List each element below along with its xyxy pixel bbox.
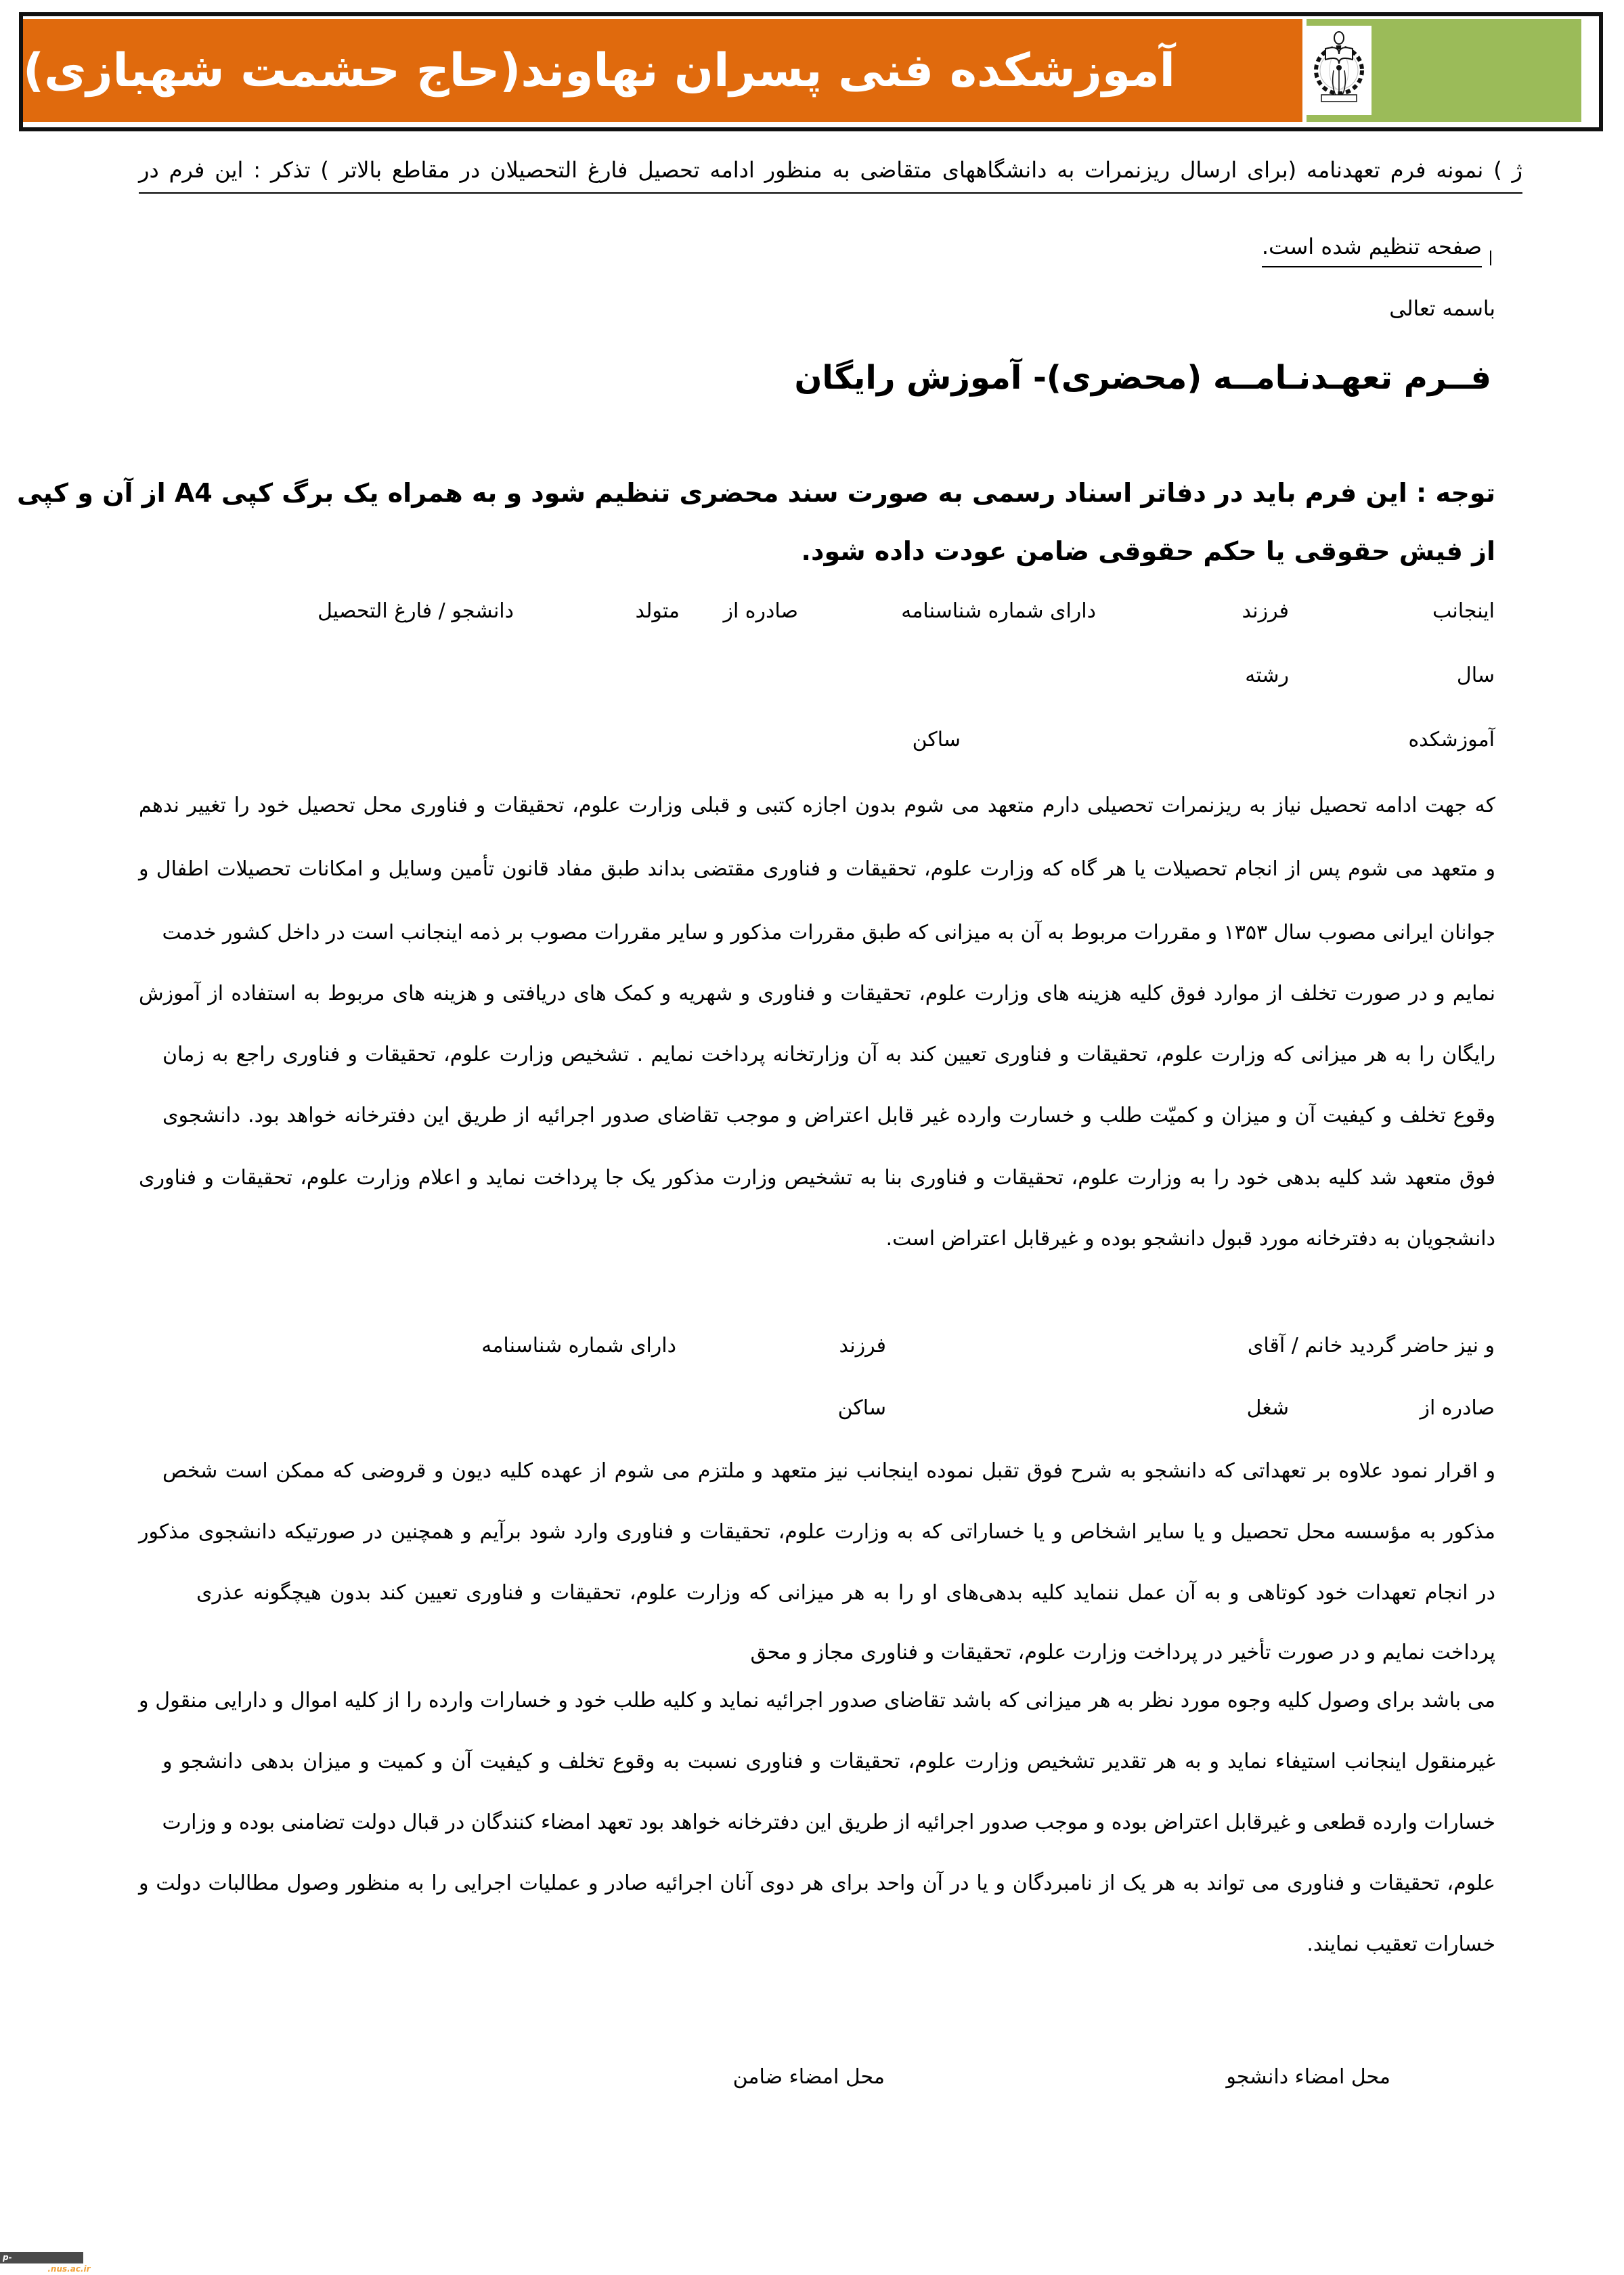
text-cursor-mark	[1490, 251, 1491, 265]
guarantor-label-issued-from: صادره از	[1420, 1396, 1495, 1420]
commitment-line: نمایم و در صورت تخلف از موارد فوق کلیه هزینه های وزارت علوم، تحقیقات و فناوری و شهریه و کمک های دریافتی و هزینه های مربوط به استفاده از آموزش	[139, 982, 1495, 1005]
header-logo-panel	[1307, 19, 1581, 122]
header-title-banner	[23, 19, 1302, 122]
guarantor-line: در انجام تعهدات خود کوتاهی و به آن عمل ننماید کلیه بدهی‌های او را به هر میزانی که وزارت علوم، تحقیقات و فناوری تعیین کند بدون هیچگونه عذری	[196, 1581, 1495, 1605]
commitment-line-last: دانشجویان به دفترخانه مورد قبول دانشجو بوده و غیرقابل اعتراض است.	[885, 1227, 1495, 1251]
guarantor-label-job: شغل	[1246, 1396, 1289, 1420]
guarantor-label-father: فرزند	[839, 1334, 886, 1358]
field-label-college: آموزشکده	[1408, 728, 1495, 752]
guarantor-label-id-number: دارای شماره شناسنامه	[481, 1334, 676, 1358]
signature-student-label: محل امضاء دانشجو	[1226, 2065, 1390, 2089]
commitment-line: و متعهد می شوم پس از انجام تحصیلات یا هر گاه که وزارت علوم، تحقیقات و فناوری مقتضی بداند طبق مفاد قانون تأمین وسایل و امکانات تحصیلات اطفال و	[139, 857, 1495, 881]
form-note-line: ژ ) نمونه فرم تعهدنامه (برای ارسال ریزنمرات به دانشگاههای متقاضی به منظور ادامه تحصیل فارغ التحصیلان در مقاطع بالاتر ) تذکر : این فرم در	[139, 157, 1522, 194]
field-label-student-status: دانشجو / فارغ التحصیل	[317, 599, 514, 623]
form-note-continuation: صفحه تنظیم شده است.	[1262, 234, 1482, 267]
guarantor-line: غیرمنقول اینجانب استیفاء نماید و به هر تقدیر تشخیص وزارت علوم، تحقیقات و فناوری نسبت به وقوع تخلف و کیفیت آن و کمیت و میزان بدهی دانشجو و	[162, 1750, 1495, 1773]
field-label-year: سال	[1456, 664, 1495, 687]
guarantor-line: می باشد برای وصول کلیه وجوه مورد نظر به هر میزانی که باشد تقاضای صدور اجرائیه نماید و کلیه طلب خود و خسارات وارده را از کلیه اموال و دارایی منقول و	[139, 1689, 1495, 1712]
site-watermark	[0, 2252, 91, 2274]
field-label-issued-from: صادره از	[723, 599, 798, 623]
commitment-line: رایگان را به هر میزانی که وزارت علوم، تحقیقات و فناوری تعیین کند به آن وزارتخانه پرداخت نمایم . تشخیص وزارت علوم، تحقیقات و فناوری راجع به زمان	[162, 1043, 1495, 1066]
commitment-line: جوانان ایرانی مصوب سال ۱۳۵۳ و مقررات مربوط به آن به میزانی که طبق مقررات مذکور و سایر مقررات مصوب بر ذمه اینجانب است در داخل کشور خدمت	[162, 921, 1495, 945]
field-label-residence: ساکن	[912, 728, 961, 752]
guarantor-line: خسارات وارده قطعی و غیرقابل اعتراض بوده و موجب صدور اجرائیه از طریق این دفترخانه خواهد بود تعهد امضاء کنندگان در قبال دولت تضامنی بوده و وزارت	[162, 1811, 1495, 1834]
warning-line-2: از فیش حقوقی یا حکم حقوقی ضامن عودت داده شود.	[801, 536, 1495, 566]
field-label-id-number: دارای شماره شناسنامه	[901, 599, 1096, 623]
field-label-born: متولد	[635, 599, 680, 623]
watermark-host: p-nahavand	[3, 2253, 48, 2274]
page-title: آموزشکده فنی پسران نهاوند(حاج حشمت شهبازی)	[23, 43, 1175, 98]
guarantor-line: مذکور به مؤسسه محل تحصیل و یا سایر اشخاص و یا خساراتی که به وزارت علوم، تحقیقات و فناوری وارد شود برآیم و همچنین در صورتیکه دانشجوی مذکور	[139, 1520, 1495, 1544]
commitment-line: فوق متعهد شد کلیه بدهی خود را به وزارت علوم، تحقیقات و فناوری بنا به تشخیص وزارت مذکور یک جا پرداخت نماید و اعلام وزارت علوم، تحقیقات و فناوری	[139, 1166, 1495, 1190]
invocation-heading: باسمه تعالی	[1389, 297, 1495, 321]
college-emblem-icon	[1307, 26, 1371, 115]
watermark-domain: .nus.ac.ir	[47, 2264, 91, 2274]
signature-guarantor-label: محل امضاء ضامن	[732, 2065, 885, 2089]
guarantor-line: و اقرار نمود علاوه بر تعهداتی که دانشجو به شرح فوق تقبل نموده اینجانب نیز متعهد و ملتزم می شوم از عهده کلیه دیون و قروضی که ممکن است شخص	[162, 1459, 1495, 1483]
guarantor-line-last: خسارات تعقیب نمایند.	[1307, 1932, 1495, 1956]
field-label-major: رشته	[1245, 664, 1289, 687]
guarantor-line: علوم، تحقیقات و فناوری می تواند به هر یک از نامبردگان و یا در آن واحد برای هر دوی آنان اجرائیه صادر و عملیات اجرایی را به منظور وصول مطالبات دولت و	[139, 1871, 1495, 1895]
warning-line-1: توجه : این فرم باید در دفاتر اسناد رسمی به صورت سند محضری تنظیم شود و به همراه یک برگ کپی A4 از آن و کپی	[16, 478, 1495, 508]
field-label-father: فرزند	[1242, 599, 1289, 623]
commitment-line: که جهت ادامه تحصیل نیاز به ریزنمرات تحصیلی دارم متعهد می شوم بدون اجازه کتبی و قبلی وزارت علوم، تحقیقات و فناوری محل تحصیل خود را تغییر ندهم	[139, 794, 1495, 817]
commitment-line: وقوع تخلف و کیفیت آن و میزان و کمیّت طلب و خسارت وارده غیر قابل اعتراض و موجب تقاضای صدور اجرائیه از طریق این دفترخانه خواهد بود. دانشجوی	[162, 1104, 1495, 1127]
guarantor-label-name: و نیز حاضر گردید خانم / آقای	[1247, 1334, 1495, 1358]
field-label-name: اینجانب	[1432, 599, 1495, 623]
form-title: فــرم تعهـدنـامــه (محضری)- آموزش رایگان	[794, 359, 1491, 397]
guarantor-line: پرداخت نمایم و در صورت تأخیر در پرداخت وزارت علوم، تحقیقات و فناوری مجاز و محق	[750, 1641, 1495, 1664]
guarantor-label-residence: ساکن	[837, 1396, 886, 1420]
